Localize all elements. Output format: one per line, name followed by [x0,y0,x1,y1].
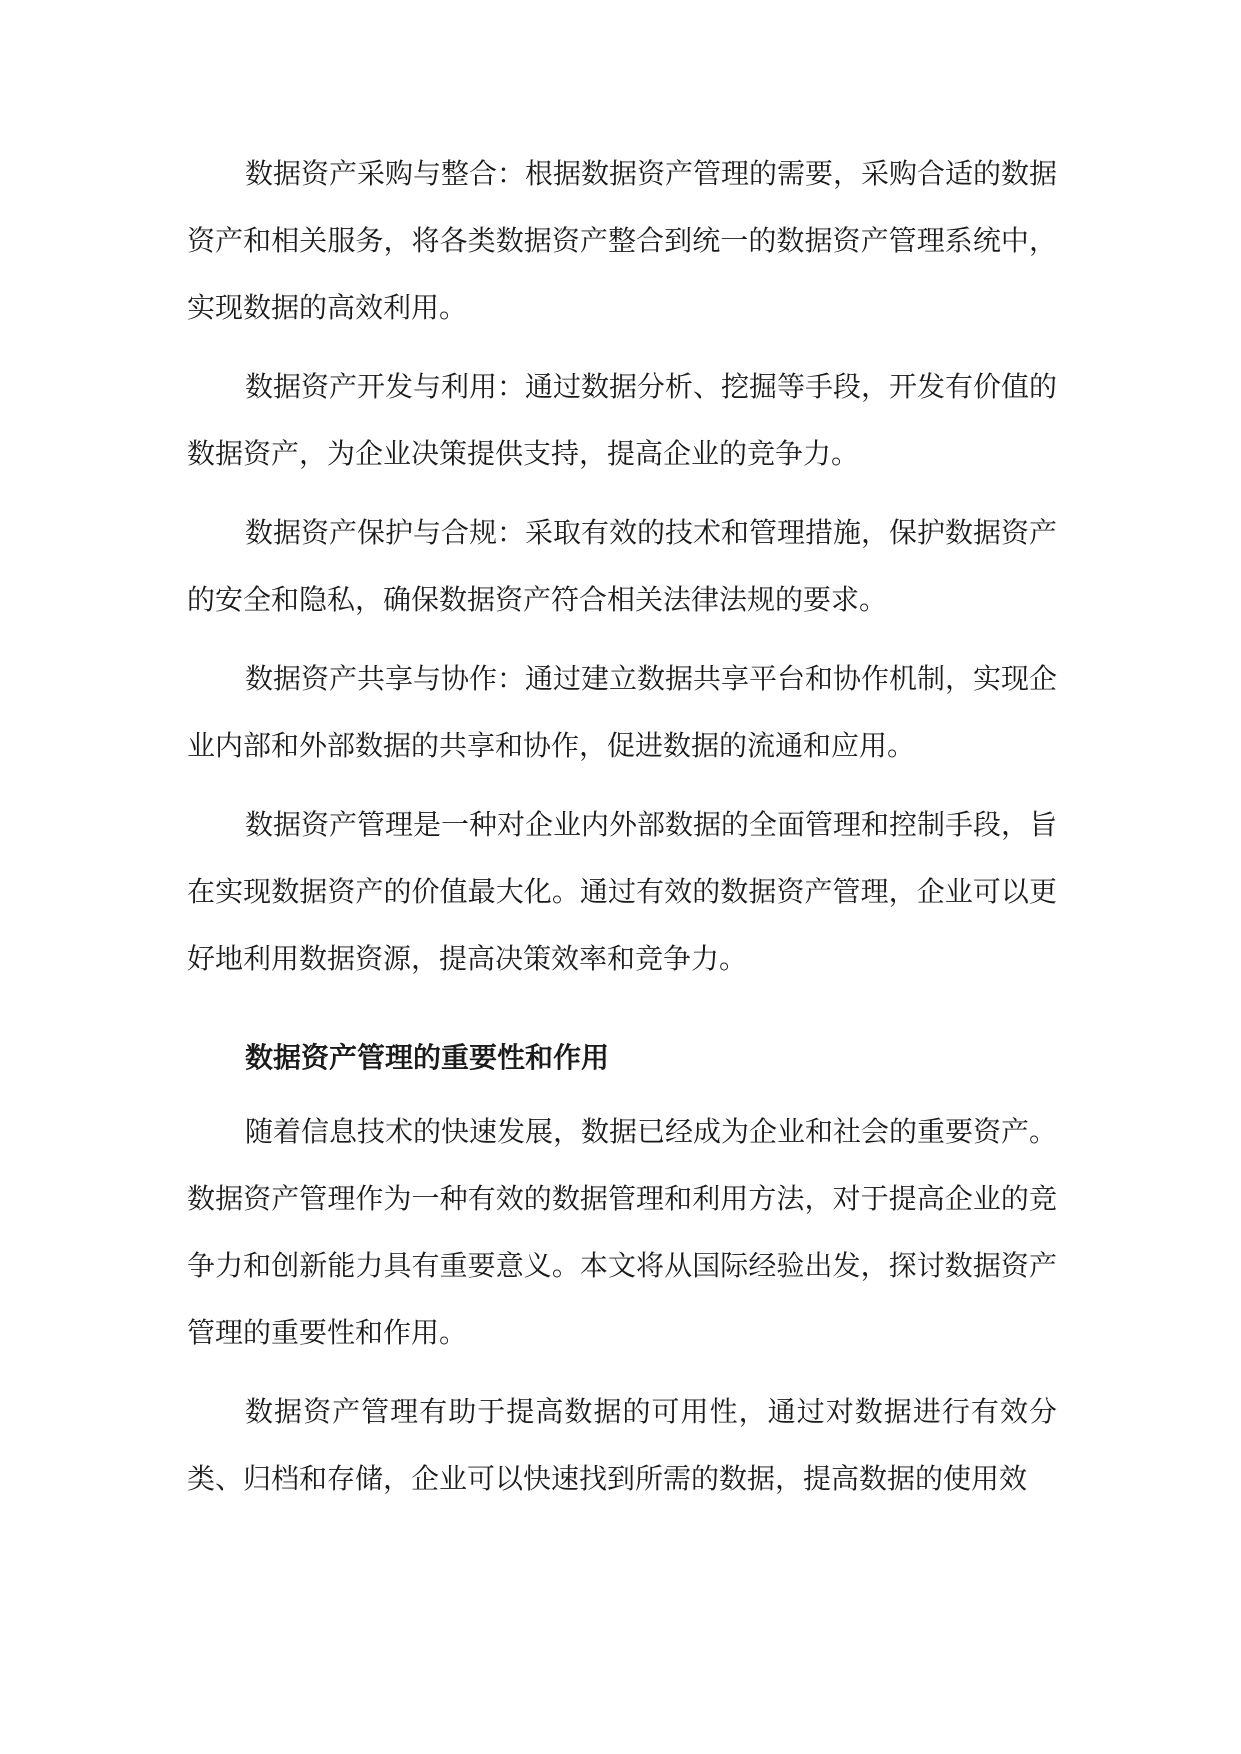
paragraph-data-asset-development: 数据资产开发与利用：通过数据分析、挖掘等手段，开发有价值的数据资产，为企业决策提供支持，提高企业的竞争力。 [187,370,1058,470]
paragraph-data-asset-procurement: 数据资产采购与整合：根据数据资产管理的需要，采购合适的数据资产和相关服务，将各类数据资产整合到统一的数据资产管理系统中，实现数据的高效利用。 [187,157,1058,324]
section-heading: 数据资产管理的重要性和作用 [245,1041,610,1074]
paragraph-availability: 数据资产管理有助于提高数据的可用性，通过对数据进行有效分类、归档和存储，企业可以快速找到所需的数据，提高数据的使用效 [187,1395,1057,1495]
paragraph-data-asset-management-summary: 数据资产管理是一种对企业内外部数据的全面管理和控制手段，旨在实现数据资产的价值最大化。通过有效的数据资产管理，企业可以更好地利用数据资源，提高决策效率和竞争力。 [187,808,1058,975]
paragraph-data-asset-protection: 数据资产保护与合规：采取有效的技术和管理措施，保护数据资产的安全和隐私，确保数据资产符合相关法律法规的要求。 [187,516,1058,616]
paragraph-data-asset-sharing: 数据资产共享与协作：通过建立数据共享平台和协作机制，实现企业内部和外部数据的共享和协作，促进数据的流通和应用。 [187,662,1058,762]
paragraph-importance-intro: 随着信息技术的快速发展，数据已经成为企业和社会的重要资产。数据资产管理作为一种有效的数据管理和利用方法，对于提高企业的竞争力和创新能力具有重要意义。本文将从国际经验出发，探讨数据资产管理的重要性和作用。 [187,1115,1058,1349]
document-body [187,140,1057,1524]
